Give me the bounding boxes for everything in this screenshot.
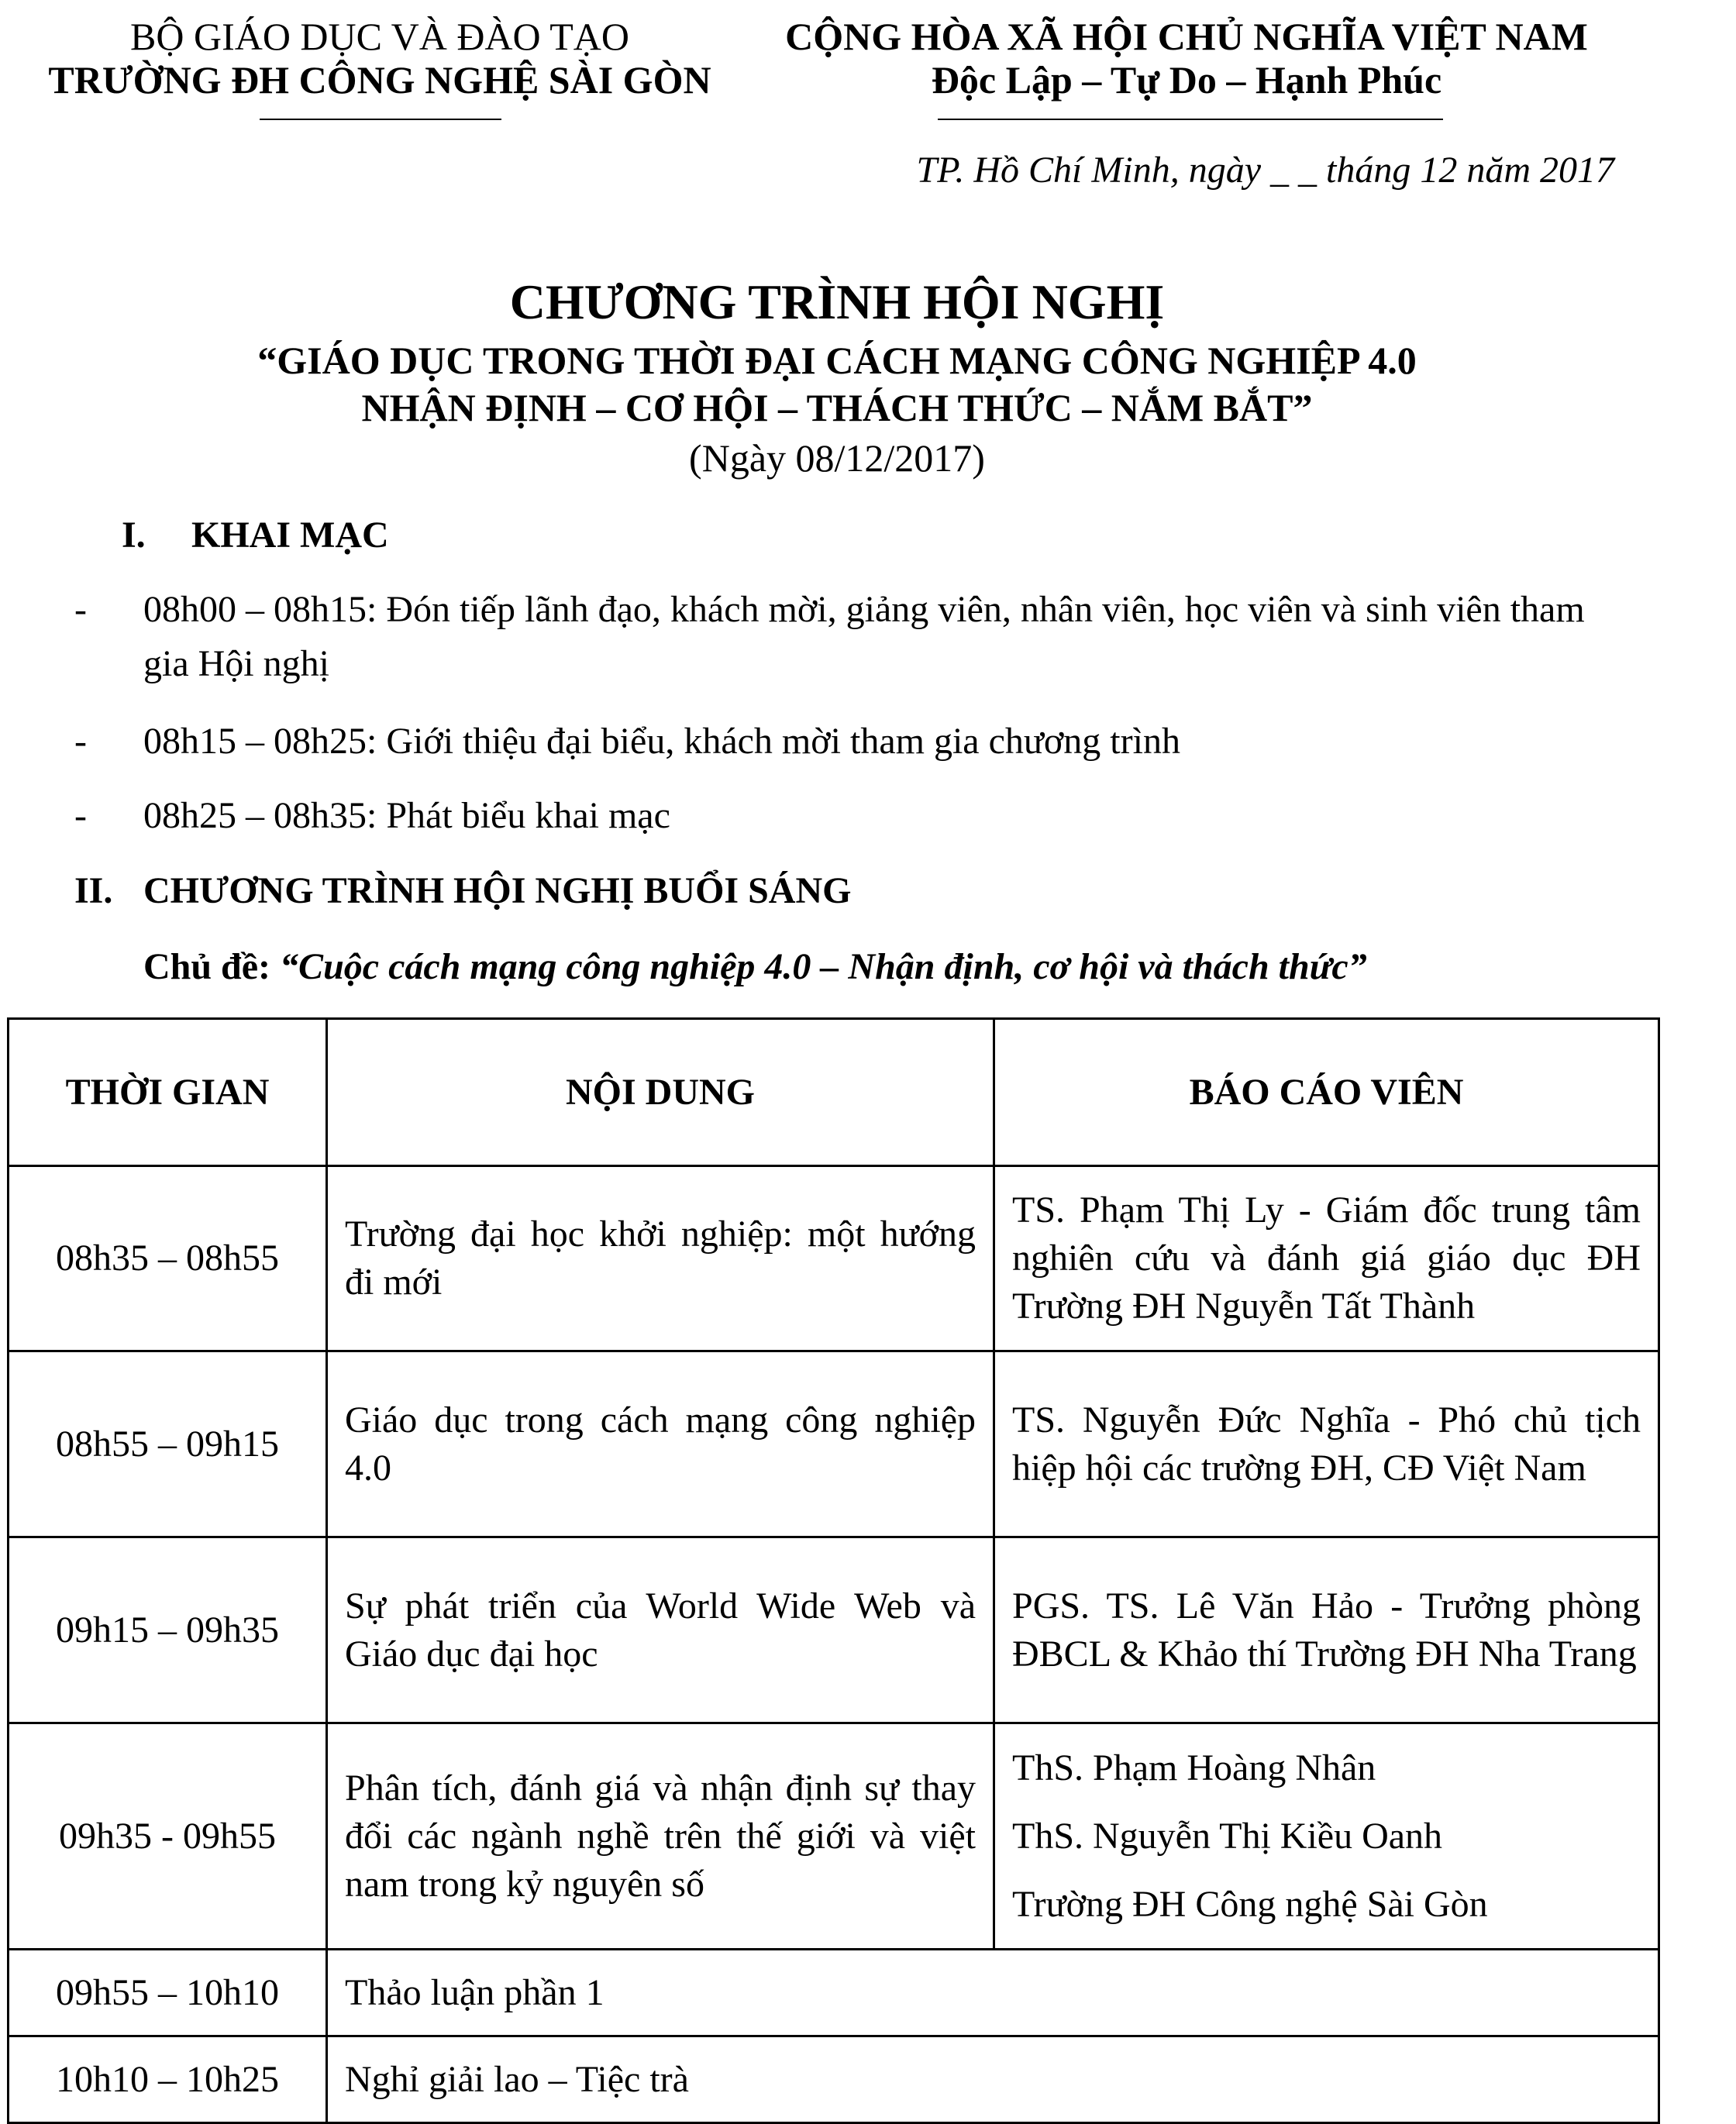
- content-cell: Nghỉ giải lao – Tiệc trà: [327, 2036, 1659, 2123]
- column-header-content: NỘI DUNG: [327, 1019, 994, 1166]
- country-name: CỘNG HÒA XÃ HỘI CHỦ NGHĨA VIỆT NAM: [785, 15, 1588, 58]
- agenda-item: 08h25 – 08h35: Phát biểu khai mạc: [143, 795, 670, 836]
- time-cell: 09h35 - 09h55: [9, 1723, 327, 1950]
- university-name: TRƯỜNG ĐH CÔNG NGHỆ SÀI GÒN: [48, 58, 711, 102]
- topic-text: “Cuộc cách mạng công nghiệp 4.0 – Nhận định, cơ hội và thách thức”: [280, 946, 1367, 987]
- time-cell: 10h10 – 10h25: [9, 2036, 327, 2123]
- bullet-dash: -: [74, 589, 87, 630]
- content-cell: Phân tích, đánh giá và nhận định sự thay đổi các ngành nghề trên thế giới và việt nam trong kỷ nguyên số: [327, 1723, 994, 1950]
- date-line: TP. Hồ Chí Minh, ngày _ _ tháng 12 năm 2017: [916, 150, 1614, 191]
- section2-heading: CHƯƠNG TRÌNH HỘI NGHỊ BUỔI SÁNG: [143, 870, 852, 911]
- speaker-affiliation: Trường ĐH Công nghệ Sài Gòn: [1012, 1883, 1488, 1925]
- content-cell: Giáo dục trong cách mạng công nghiệp 4.0: [327, 1351, 994, 1537]
- table-header-row: [9, 1019, 1659, 1166]
- table-row: [9, 1537, 1659, 1723]
- content-cell: Thảo luận phần 1: [327, 1950, 1659, 2036]
- table-row: [9, 1723, 1659, 1950]
- agenda-item: 08h00 – 08h15: Đón tiếp lãnh đạo, khách mời, giảng viên, nhân viên, học viên và sinh viên tham gia Hội nghị: [143, 589, 1585, 684]
- speaker-cell: TS. Nguyễn Đức Nghĩa - Phó chủ tịch hiệp hội các trường ĐH, CĐ Việt Nam: [994, 1351, 1659, 1537]
- time-cell: 09h15 – 09h35: [9, 1537, 327, 1723]
- section2-number: II.: [74, 870, 113, 911]
- column-header-time: THỜI GIAN: [9, 1019, 327, 1166]
- speaker-cell: [994, 1723, 1659, 1950]
- speaker-name: ThS. Phạm Hoàng Nhân: [1012, 1747, 1376, 1788]
- bullet-dash: -: [74, 721, 87, 762]
- section1-number: I.: [122, 515, 146, 556]
- ministry-name: BỘ GIÁO DỤC VÀ ĐÀO TẠO: [130, 15, 629, 58]
- table-row: [9, 2036, 1659, 2123]
- table-row: [9, 1950, 1659, 2036]
- time-cell: 09h55 – 10h10: [9, 1950, 327, 2036]
- content-cell: Sự phát triển của World Wide Web và Giáo dục đại học: [327, 1537, 994, 1723]
- conference-title-line1: “GIÁO DỤC TRONG THỜI ĐẠI CÁCH MẠNG CÔNG NGHIỆP 4.0: [257, 339, 1417, 382]
- table-row: [9, 1166, 1659, 1351]
- divider: [260, 119, 501, 120]
- time-cell: 08h35 – 08h55: [9, 1166, 327, 1351]
- conference-date: (Ngày 08/12/2017): [689, 436, 985, 480]
- schedule-table: [7, 1017, 1660, 2124]
- topic-label: Chủ đề:: [143, 946, 271, 987]
- time-cell: 08h55 – 09h15: [9, 1351, 327, 1537]
- topic-line: [143, 948, 1367, 986]
- agenda-item: 08h15 – 08h25: Giới thiệu đại biểu, khách mời tham gia chương trình: [143, 721, 1180, 762]
- section1-heading: KHAI MẠC: [191, 515, 389, 556]
- page-title: CHƯƠNG TRÌNH HỘI NGHỊ: [509, 274, 1165, 329]
- speaker-name: ThS. Nguyễn Thị Kiều Oanh: [1012, 1815, 1443, 1857]
- speaker-cell: TS. Phạm Thị Ly - Giám đốc trung tâm nghiên cứu và đánh giá giáo dục ĐH Trường ĐH Nguyễn Tất Thành: [994, 1166, 1659, 1351]
- bullet-dash: -: [74, 795, 87, 836]
- divider: [938, 119, 1443, 120]
- conference-title-line2: NHẬN ĐỊNH – CƠ HỘI – THÁCH THỨC – NẮM BẮT”: [361, 386, 1313, 429]
- table-row: [9, 1351, 1659, 1537]
- content-cell: Trường đại học khởi nghiệp: một hướng đi mới: [327, 1166, 994, 1351]
- column-header-speaker: BÁO CÁO VIÊN: [994, 1019, 1659, 1166]
- speaker-cell: PGS. TS. Lê Văn Hảo - Trưởng phòng ĐBCL & Khảo thí Trường ĐH Nha Trang: [994, 1537, 1659, 1723]
- national-motto: Độc Lập – Tự Do – Hạnh Phúc: [931, 58, 1442, 102]
